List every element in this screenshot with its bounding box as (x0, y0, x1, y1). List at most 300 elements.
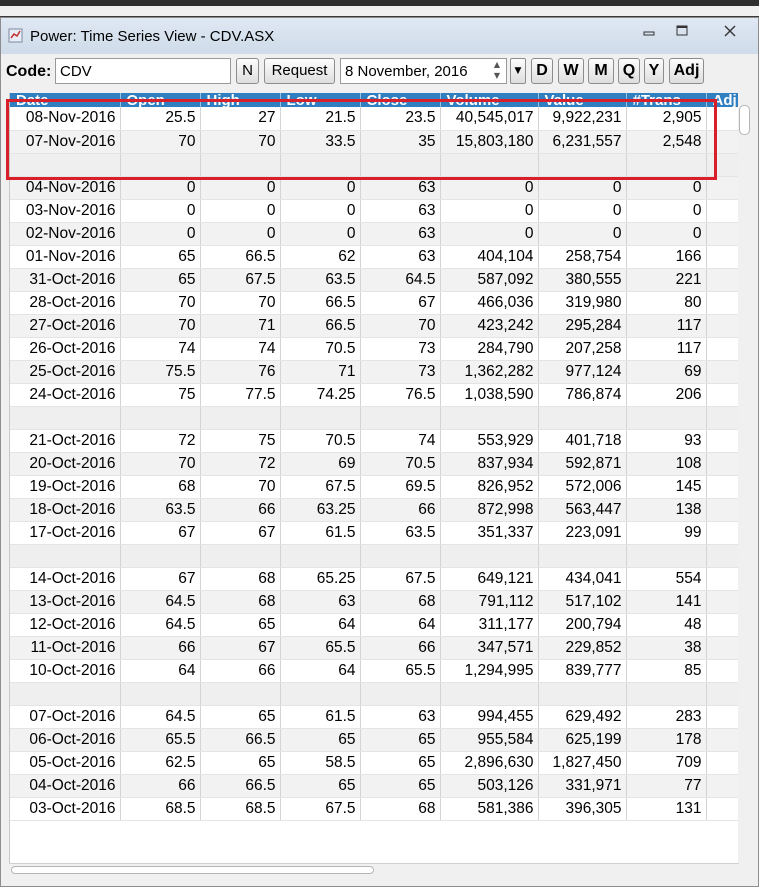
table-cell (440, 406, 538, 429)
table-cell: 0 (200, 199, 280, 222)
table-cell: 6,231,557 (538, 130, 626, 153)
table-cell: 68 (360, 797, 440, 820)
table-cell (706, 452, 742, 475)
yearly-button[interactable]: Y (644, 58, 664, 84)
table-cell: 74 (120, 337, 200, 360)
table-cell: 38 (626, 636, 706, 659)
table-cell: 67 (200, 521, 280, 544)
table-cell: 69 (280, 452, 360, 475)
table-cell: 138 (626, 498, 706, 521)
table-row[interactable] (10, 337, 742, 360)
table-cell: 66.5 (200, 245, 280, 268)
table-cell (200, 544, 280, 567)
table-cell: 70 (200, 475, 280, 498)
table-cell: 65.5 (360, 659, 440, 682)
table-cell (200, 153, 280, 176)
table-cell: 64 (280, 613, 360, 636)
table-cell (538, 406, 626, 429)
table-cell: 141 (626, 590, 706, 613)
table-cell: 64 (280, 659, 360, 682)
table-cell (706, 107, 742, 130)
table-cell: 75 (200, 429, 280, 452)
table-cell: 347,571 (440, 636, 538, 659)
table-cell (706, 429, 742, 452)
table-cell: 0 (440, 222, 538, 245)
table-row[interactable] (10, 291, 742, 314)
table-cell: 587,092 (440, 268, 538, 291)
table-cell: 1,038,590 (440, 383, 538, 406)
table-cell: 223,091 (538, 521, 626, 544)
table-row[interactable] (10, 245, 742, 268)
table-cell: 14-Oct-2016 (10, 567, 120, 590)
table-row[interactable] (10, 475, 742, 498)
table-row[interactable] (10, 360, 742, 383)
horizontal-scroll-thumb[interactable] (11, 866, 374, 874)
table-cell: 27 (200, 107, 280, 130)
request-button[interactable]: Request (264, 58, 335, 84)
table-cell: 178 (626, 728, 706, 751)
table-cell: 77 (626, 774, 706, 797)
table-cell: 284,790 (440, 337, 538, 360)
table-cell (706, 590, 742, 613)
table-cell: 0 (538, 176, 626, 199)
table-cell: 07-Oct-2016 (10, 705, 120, 728)
table-cell (280, 406, 360, 429)
table-cell: 1,827,450 (538, 751, 626, 774)
table-cell: 65 (360, 751, 440, 774)
table-cell (280, 544, 360, 567)
spinner-up-icon[interactable]: ▲ (493, 60, 501, 69)
table-cell: 65 (200, 705, 280, 728)
table-row[interactable] (10, 659, 742, 682)
table-cell (706, 245, 742, 268)
n-button[interactable]: N (236, 58, 259, 84)
column-header-close[interactable]: Close (360, 93, 440, 107)
table-cell: 67 (360, 291, 440, 314)
table-cell: 70 (120, 314, 200, 337)
table-cell: 02-Nov-2016 (10, 222, 120, 245)
table-cell: 1,294,995 (440, 659, 538, 682)
column-header-low[interactable]: Low (280, 93, 360, 107)
table-cell (10, 682, 120, 705)
table-cell: 629,492 (538, 705, 626, 728)
date-spinner[interactable] (489, 59, 505, 83)
table-cell: 66 (200, 659, 280, 682)
table-row-separator[interactable] (10, 153, 742, 176)
table-row[interactable] (10, 498, 742, 521)
table-cell: 06-Oct-2016 (10, 728, 120, 751)
table-cell: 04-Nov-2016 (10, 176, 120, 199)
table-cell (706, 544, 742, 567)
desktop-top-strip (0, 0, 759, 16)
table-cell: 63.5 (360, 521, 440, 544)
table-row[interactable] (10, 705, 742, 728)
table-cell: 69.5 (360, 475, 440, 498)
table-cell: 977,124 (538, 360, 626, 383)
column-header-value[interactable]: Value (538, 93, 626, 107)
table-cell: 837,934 (440, 452, 538, 475)
table-cell: 994,455 (440, 705, 538, 728)
maximize-icon (675, 24, 689, 38)
table-cell: 67.5 (360, 567, 440, 590)
table-cell: 70 (120, 130, 200, 153)
table-cell (200, 406, 280, 429)
table-row[interactable] (10, 521, 742, 544)
table-row[interactable] (10, 176, 742, 199)
table-cell: 66 (360, 498, 440, 521)
table-cell: 67 (200, 636, 280, 659)
table-cell: 553,929 (440, 429, 538, 452)
table-row[interactable] (10, 728, 742, 751)
table-cell: 70 (120, 291, 200, 314)
table-cell: 65 (360, 774, 440, 797)
table-cell: 0 (280, 222, 360, 245)
table-cell: 65 (200, 751, 280, 774)
date-dropdown-button[interactable]: ▼ (510, 58, 526, 84)
table-cell: 554 (626, 567, 706, 590)
table-cell: 872,998 (440, 498, 538, 521)
vertical-scroll-thumb[interactable] (739, 105, 750, 135)
table-cell: 0 (440, 199, 538, 222)
table-cell: 75.5 (120, 360, 200, 383)
table-cell: 786,874 (538, 383, 626, 406)
table-cell: 0 (440, 176, 538, 199)
title-bar[interactable] (1, 18, 758, 54)
date-value: 8 November, 2016 (345, 63, 468, 80)
column-header-high[interactable]: High (200, 93, 280, 107)
table-cell: 581,386 (440, 797, 538, 820)
table-cell: 65 (200, 613, 280, 636)
minimize-button[interactable] (636, 24, 662, 42)
table-cell (706, 268, 742, 291)
table-cell: 68 (200, 567, 280, 590)
table-cell: 66 (120, 636, 200, 659)
table-cell (10, 153, 120, 176)
time-series-table-viewport[interactable] (9, 93, 742, 863)
table-cell (706, 728, 742, 751)
table-cell: 63 (360, 705, 440, 728)
table-cell: 166 (626, 245, 706, 268)
close-icon (723, 24, 737, 38)
table-cell: 283 (626, 705, 706, 728)
column-header-open[interactable]: Open (120, 93, 200, 107)
table-cell: 117 (626, 337, 706, 360)
table-cell (706, 636, 742, 659)
table-cell: 10-Oct-2016 (10, 659, 120, 682)
table-cell: 0 (538, 222, 626, 245)
table-cell: 03-Nov-2016 (10, 199, 120, 222)
table-row[interactable] (10, 130, 742, 153)
table-row[interactable] (10, 222, 742, 245)
table-cell: 145 (626, 475, 706, 498)
table-cell: 0 (280, 176, 360, 199)
table-cell: 07-Nov-2016 (10, 130, 120, 153)
maximize-button[interactable] (669, 24, 695, 42)
table-cell: 65 (120, 268, 200, 291)
weekly-button[interactable]: W (558, 58, 584, 84)
table-cell: 0 (538, 199, 626, 222)
table-cell: 396,305 (538, 797, 626, 820)
table-cell: 72 (120, 429, 200, 452)
table-cell: 93 (626, 429, 706, 452)
table-cell: 70.5 (280, 429, 360, 452)
table-cell: 70 (120, 452, 200, 475)
table-cell: 61.5 (280, 705, 360, 728)
table-cell (706, 383, 742, 406)
table-cell: 0 (120, 199, 200, 222)
table-cell: 80 (626, 291, 706, 314)
table-cell: 58.5 (280, 751, 360, 774)
table-row-separator[interactable] (10, 544, 742, 567)
table-cell: 25.5 (120, 107, 200, 130)
column-header-adj[interactable]: Adj (706, 93, 742, 107)
table-cell: 709 (626, 751, 706, 774)
table-cell: 04-Oct-2016 (10, 774, 120, 797)
table-cell: 66.5 (200, 774, 280, 797)
table-cell (706, 406, 742, 429)
column-header-date[interactable]: Date (10, 93, 120, 107)
table-cell: 351,337 (440, 521, 538, 544)
table-cell (706, 498, 742, 521)
table-cell (440, 682, 538, 705)
table-cell: 66.5 (280, 314, 360, 337)
table-cell: 99 (626, 521, 706, 544)
table-row-separator[interactable] (10, 682, 742, 705)
table-cell: 9,922,231 (538, 107, 626, 130)
table-body (10, 107, 742, 820)
table-cell: 21.5 (280, 107, 360, 130)
table-cell: 503,126 (440, 774, 538, 797)
table-cell (706, 774, 742, 797)
horizontal-scrollbar[interactable] (9, 863, 739, 876)
date-input[interactable] (340, 58, 507, 84)
adjust-button[interactable]: Adj (669, 58, 704, 84)
table-cell: 0 (120, 176, 200, 199)
table-cell (10, 406, 120, 429)
table-cell: 517,102 (538, 590, 626, 613)
close-button[interactable] (717, 24, 743, 42)
table-cell (706, 291, 742, 314)
table-cell (120, 153, 200, 176)
table-cell: 63 (360, 245, 440, 268)
table-row[interactable] (10, 314, 742, 337)
quarterly-button[interactable]: Q (618, 58, 640, 84)
table-cell (360, 406, 440, 429)
table-cell: 75 (120, 383, 200, 406)
table-cell: 67.5 (280, 475, 360, 498)
table-row[interactable] (10, 751, 742, 774)
table-cell (706, 797, 742, 820)
table-cell: 66 (360, 636, 440, 659)
table-cell: 625,199 (538, 728, 626, 751)
table-cell: 423,242 (440, 314, 538, 337)
table-cell: 65.5 (120, 728, 200, 751)
table-cell: 61.5 (280, 521, 360, 544)
table-cell: 572,006 (538, 475, 626, 498)
table-cell: 66.5 (280, 291, 360, 314)
column-header-volume[interactable]: Volume (440, 93, 538, 107)
table-row[interactable] (10, 452, 742, 475)
table-header-row (10, 93, 742, 107)
table-cell: 207,258 (538, 337, 626, 360)
table-cell (200, 682, 280, 705)
table-cell: 592,871 (538, 452, 626, 475)
table-cell (706, 153, 742, 176)
table-cell: 63.25 (280, 498, 360, 521)
table-cell: 63 (360, 199, 440, 222)
table-cell (120, 406, 200, 429)
table-cell (706, 337, 742, 360)
table-cell: 73 (360, 360, 440, 383)
table-cell: 70 (200, 291, 280, 314)
table-cell: 01-Nov-2016 (10, 245, 120, 268)
table-row[interactable] (10, 797, 742, 820)
table-cell: 63.5 (280, 268, 360, 291)
table-row[interactable] (10, 429, 742, 452)
table-cell: 63.5 (120, 498, 200, 521)
table-cell: 73 (360, 337, 440, 360)
table-cell: 2,905 (626, 107, 706, 130)
minimize-icon (642, 24, 656, 38)
table-cell: 649,121 (440, 567, 538, 590)
table-cell: 0 (280, 199, 360, 222)
table-cell: 68 (200, 590, 280, 613)
table-cell: 74 (360, 429, 440, 452)
table-cell: 63 (360, 176, 440, 199)
table-row[interactable] (10, 383, 742, 406)
table-cell: 401,718 (538, 429, 626, 452)
table-row[interactable] (10, 107, 742, 130)
table-cell: 77.5 (200, 383, 280, 406)
table-cell: 35 (360, 130, 440, 153)
table-cell: 71 (200, 314, 280, 337)
daily-button[interactable]: D (531, 58, 553, 84)
table-cell: 826,952 (440, 475, 538, 498)
table-cell: 791,112 (440, 590, 538, 613)
table-row[interactable] (10, 199, 742, 222)
table-cell: 31-Oct-2016 (10, 268, 120, 291)
table-cell: 64 (120, 659, 200, 682)
table-cell: 65 (280, 728, 360, 751)
column-header-trans[interactable]: #Trans (626, 93, 706, 107)
table-cell: 2,548 (626, 130, 706, 153)
table-cell (440, 544, 538, 567)
code-label: Code: (6, 63, 52, 80)
table-row[interactable] (10, 590, 742, 613)
table-cell: 74.25 (280, 383, 360, 406)
table-cell (360, 153, 440, 176)
table-cell: 25-Oct-2016 (10, 360, 120, 383)
table-cell: 295,284 (538, 314, 626, 337)
table-cell: 64.5 (120, 590, 200, 613)
table-cell (280, 153, 360, 176)
table-cell: 65 (360, 728, 440, 751)
table-cell: 18-Oct-2016 (10, 498, 120, 521)
table-cell: 19-Oct-2016 (10, 475, 120, 498)
table-cell: 331,971 (538, 774, 626, 797)
table-cell: 0 (626, 176, 706, 199)
table-cell: 63 (280, 590, 360, 613)
table-cell: 1,362,282 (440, 360, 538, 383)
table-cell: 64 (360, 613, 440, 636)
table-row[interactable] (10, 567, 742, 590)
table-cell: 65.25 (280, 567, 360, 590)
table-cell: 200,794 (538, 613, 626, 636)
table-cell: 20-Oct-2016 (10, 452, 120, 475)
monthly-button[interactable]: M (588, 58, 614, 84)
table-cell (538, 544, 626, 567)
table-cell: 404,104 (440, 245, 538, 268)
table-cell (626, 406, 706, 429)
table-cell: 33.5 (280, 130, 360, 153)
table-cell: 108 (626, 452, 706, 475)
table-cell: 0 (626, 222, 706, 245)
table-row[interactable] (10, 636, 742, 659)
table-cell: 26-Oct-2016 (10, 337, 120, 360)
table-cell: 70 (360, 314, 440, 337)
table-cell (440, 153, 538, 176)
window-title: Power: Time Series View - CDV.ASX (30, 28, 275, 45)
table-cell: 70.5 (280, 337, 360, 360)
table-cell: 08-Nov-2016 (10, 107, 120, 130)
table-cell: 839,777 (538, 659, 626, 682)
table-cell: 76.5 (360, 383, 440, 406)
table-cell (280, 682, 360, 705)
table-cell: 229,852 (538, 636, 626, 659)
table-cell (706, 751, 742, 774)
table-cell: 11-Oct-2016 (10, 636, 120, 659)
table-cell (360, 682, 440, 705)
table-cell (626, 682, 706, 705)
table-row[interactable] (10, 613, 742, 636)
table-cell (706, 130, 742, 153)
table-cell: 13-Oct-2016 (10, 590, 120, 613)
table-cell (706, 222, 742, 245)
table-cell: 70.5 (360, 452, 440, 475)
table-cell: 62 (280, 245, 360, 268)
table-cell (626, 544, 706, 567)
table-row[interactable] (10, 268, 742, 291)
table-cell (120, 544, 200, 567)
table-row[interactable] (10, 774, 742, 797)
table-row-separator[interactable] (10, 406, 742, 429)
table-cell: 0 (200, 176, 280, 199)
table-cell: 563,447 (538, 498, 626, 521)
table-cell: 65 (120, 245, 200, 268)
table-cell: 21-Oct-2016 (10, 429, 120, 452)
table-cell (706, 705, 742, 728)
table-cell: 23.5 (360, 107, 440, 130)
table-cell: 12-Oct-2016 (10, 613, 120, 636)
table-cell: 05-Oct-2016 (10, 751, 120, 774)
table-cell: 0 (120, 222, 200, 245)
table-cell (706, 682, 742, 705)
spinner-down-icon[interactable]: ▼ (493, 71, 501, 80)
table-cell: 17-Oct-2016 (10, 521, 120, 544)
table-cell (626, 153, 706, 176)
table-cell: 68.5 (120, 797, 200, 820)
table-cell: 68 (360, 590, 440, 613)
code-input[interactable]: CDV (55, 58, 231, 84)
vertical-scrollbar[interactable] (738, 93, 751, 863)
table-cell: 15,803,180 (440, 130, 538, 153)
table-cell (706, 199, 742, 222)
table-cell: 434,041 (538, 567, 626, 590)
table-cell (706, 360, 742, 383)
table-cell: 40,545,017 (440, 107, 538, 130)
table-cell: 117 (626, 314, 706, 337)
table-cell: 258,754 (538, 245, 626, 268)
